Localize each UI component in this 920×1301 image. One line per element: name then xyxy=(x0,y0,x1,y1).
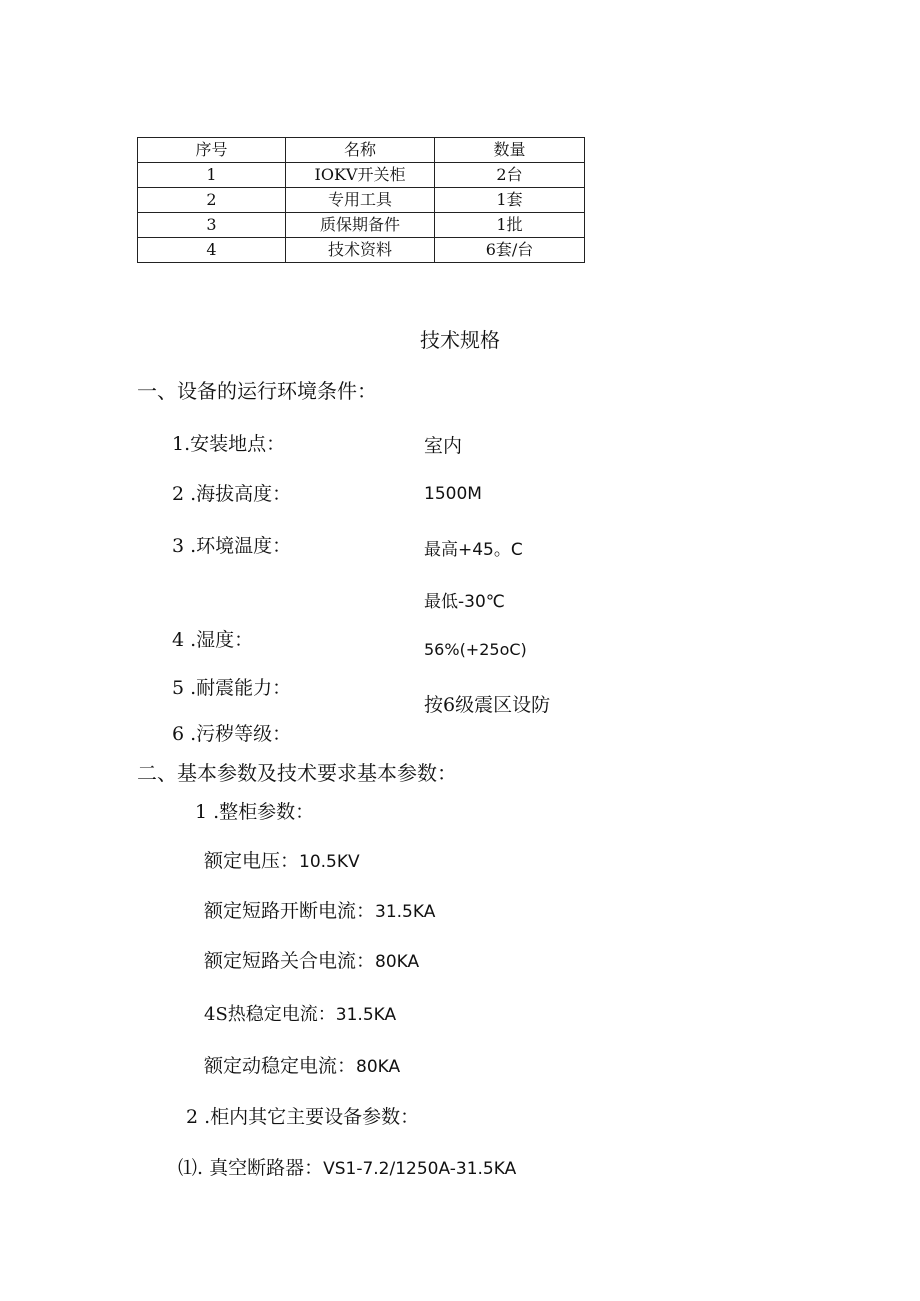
env-label-altitude: 2 .海拔高度： xyxy=(172,483,292,505)
equipment-item xyxy=(178,1153,516,1180)
env-label-pollution: 6 .污秽等级： xyxy=(172,723,292,745)
env-label-humidity: 4 .湿度： xyxy=(172,629,254,651)
subsection-cabinet-params: 1 .整柜参数： xyxy=(195,801,315,823)
cell-name: 专用工具 xyxy=(286,188,435,213)
param-value: 31.5KA xyxy=(375,902,436,922)
cell-quantity: 6套/台 xyxy=(435,238,585,263)
scope-of-supply-table xyxy=(137,137,585,263)
col-header-index: 序号 xyxy=(138,138,286,163)
param-value: 31.5KA xyxy=(335,1005,397,1025)
section1-heading: 一、设备的运行环境条件： xyxy=(137,379,377,403)
cell-index: 1 xyxy=(138,163,286,188)
subsection-other-equipment: 2 .柜内其它主要设备参数： xyxy=(186,1106,420,1128)
param-label: 4S热稳定电流： xyxy=(204,1004,336,1025)
table-row xyxy=(138,238,585,263)
cell-index: 4 xyxy=(138,238,286,263)
env-label-seismic: 5 .耐震能力： xyxy=(172,677,292,699)
param-label: 额定电压： xyxy=(204,850,300,872)
env-value-humidity: 56%(+25oC) xyxy=(424,640,527,659)
page-title: 技术规格 xyxy=(420,328,500,352)
cell-quantity: 2台 xyxy=(435,163,585,188)
env-value-seismic: 按6级震区设防 xyxy=(424,694,551,716)
cell-index: 2 xyxy=(138,188,286,213)
env-value-location: 室内 xyxy=(424,435,463,457)
env-value-altitude: 1500M xyxy=(424,484,482,504)
col-header-quantity: 数量 xyxy=(435,138,585,163)
param-value: 80KA xyxy=(356,1057,401,1077)
cell-quantity: 1批 xyxy=(435,213,585,238)
param-row xyxy=(204,1000,396,1026)
param-row xyxy=(204,1051,400,1078)
env-value-temp-max: 最高+45。C xyxy=(424,540,523,560)
param-label: 额定短路关合电流： xyxy=(204,950,376,972)
cell-name: 质保期备件 xyxy=(286,213,435,238)
param-row xyxy=(204,946,419,973)
param-label: 额定短路开断电流： xyxy=(204,900,376,922)
param-value: 80KA xyxy=(375,952,420,972)
cell-name: 技术资料 xyxy=(286,238,435,263)
param-value: 10.5KV xyxy=(299,852,360,872)
equipment-value: VS1-7.2/1250A-31.5KA xyxy=(323,1159,517,1179)
section2-heading: 二、基本参数及技术要求基本参数： xyxy=(137,761,457,785)
col-header-name: 名称 xyxy=(286,138,435,163)
table-row xyxy=(138,163,585,188)
equipment-label: ⑴. 真空断路器： xyxy=(178,1157,324,1179)
table-row xyxy=(138,213,585,238)
env-label-location: 1.安装地点： xyxy=(172,433,286,455)
table-header-row xyxy=(138,138,585,163)
param-label: 额定动稳定电流： xyxy=(204,1055,357,1077)
cell-name: IOKV开关柜 xyxy=(286,163,435,188)
table-row xyxy=(138,188,585,213)
cell-index: 3 xyxy=(138,213,286,238)
param-row xyxy=(204,846,360,873)
cell-quantity: 1套 xyxy=(435,188,585,213)
env-label-temperature: 3 .环境温度： xyxy=(172,535,292,557)
param-row xyxy=(204,896,435,923)
env-value-temp-min: 最低-30℃ xyxy=(424,592,505,612)
